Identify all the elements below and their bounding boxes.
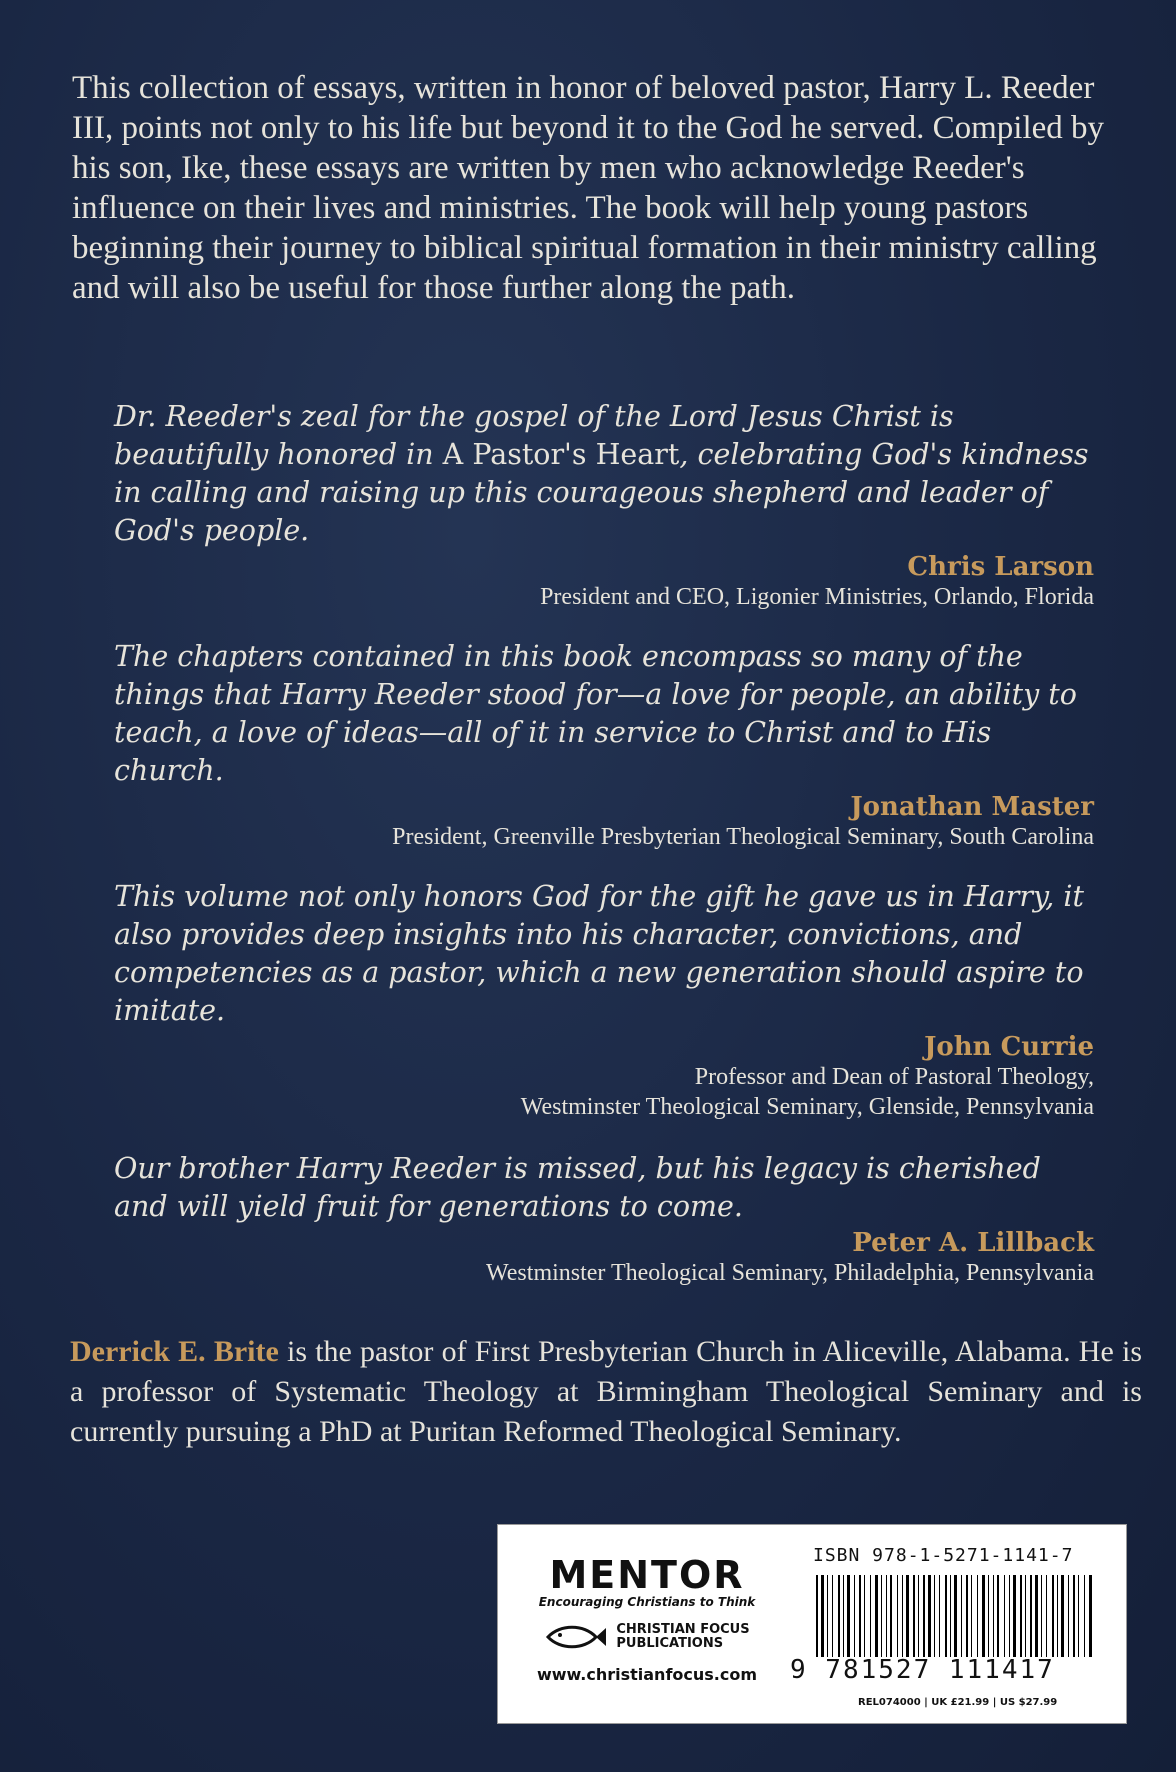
barcode-bar — [1009, 1575, 1010, 1657]
barcode-box — [497, 1524, 1127, 1724]
imprint-line: PUBLICATIONS — [616, 1636, 724, 1651]
author-bio-text: is the pastor of First Presbyterian Church in Aliceville, Alabama. He is a professor of Systematic Theology at Birmingham Theological Seminary and is currently pursuing a PhD at Puritan Reformed Theological Seminary. — [70, 1335, 1142, 1448]
barcode-bar — [838, 1575, 840, 1657]
barcode-bar — [1046, 1575, 1047, 1657]
barcode-icon — [816, 1575, 1094, 1657]
barcode-bar — [923, 1575, 925, 1657]
endorser-affiliation: Westminster Theological Seminary, Glenside, Pennsylvania — [520, 1094, 1094, 1120]
barcode-bar — [950, 1575, 951, 1657]
barcode-bar — [1052, 1575, 1054, 1657]
publisher-tagline: Encouraging Christians to Think — [538, 1595, 756, 1609]
endorser-name: Chris Larson — [907, 552, 1094, 582]
barcode-bar — [1004, 1575, 1005, 1657]
fish-icon — [544, 1624, 608, 1650]
book-title: A Pastor's Heart — [442, 438, 680, 471]
barcode-bar — [864, 1575, 865, 1657]
endorsement-text — [114, 398, 1094, 550]
barcode-bar — [977, 1575, 978, 1657]
endorser-name: John Currie — [924, 1032, 1094, 1062]
imprint-line: CHRISTIAN FOCUS — [616, 1622, 750, 1637]
isbn-label: ISBN 978-1-5271-1141-7 — [813, 1545, 1074, 1566]
endorsement-1 — [114, 398, 1094, 612]
barcode-bar — [1013, 1575, 1016, 1657]
barcode-bar — [843, 1575, 844, 1657]
barcode-bar — [997, 1575, 999, 1657]
barcode-bar — [913, 1575, 915, 1657]
barcode-bar — [954, 1575, 957, 1657]
barcode-bar — [1061, 1575, 1064, 1657]
barcode-bar — [1068, 1575, 1069, 1657]
barcode-bar — [982, 1575, 985, 1657]
barcode-bar — [1089, 1575, 1092, 1657]
endorsement-text: Our brother Harry Reeder is missed, but his legacy is cherished and will yield fruit for generations to come. — [114, 1152, 1041, 1223]
publisher-logo: MENTOR — [549, 1553, 745, 1597]
barcode-bar — [1041, 1575, 1042, 1657]
barcode-bar — [847, 1575, 850, 1657]
isbn-digits: 9 781527 111417 — [790, 1655, 1055, 1685]
endorsement-text-part: Dr. Reeder's zeal for the gospel of the Lord Jesus Christ is beautifully honored in — [114, 400, 954, 471]
barcode-bar — [961, 1575, 962, 1657]
barcode-bar — [1035, 1575, 1038, 1657]
barcode-bar — [934, 1575, 935, 1657]
barcode-bar — [816, 1575, 818, 1657]
endorser-affiliation: President and CEO, Ligonier Ministries, Orlando, Florida — [540, 584, 1094, 610]
barcode-bar — [1025, 1575, 1026, 1657]
author-bio — [70, 1332, 1142, 1452]
barcode-bar — [971, 1575, 972, 1657]
barcode-bar — [993, 1575, 994, 1657]
price-line: REL074000 | UK £21.99 | US $27.99 — [858, 1697, 1058, 1708]
endorser-affiliation: President, Greenville Presbyterian Theological Seminary, South Carolina — [392, 824, 1094, 850]
barcode-bar — [988, 1575, 989, 1657]
barcode-bar — [859, 1575, 861, 1657]
barcode-bar — [1030, 1575, 1032, 1657]
barcode-bar — [906, 1575, 909, 1657]
barcode-bar — [1020, 1575, 1022, 1657]
barcode-bar — [1084, 1575, 1085, 1657]
back-cover-blurb: This collection of essays, written in honor of beloved pastor, Harry L. Reeder III, points not only to his life but beyond it to the God he served. Compiled by his son, Ike, these essays are written by men who acknowledge Reeder's influence on their lives and ministries. The book will help young pastors beginning their journey to biblical spiritual formation in their ministry calling and will also be useful for those further along the path. — [72, 70, 1105, 306]
barcode-bar — [966, 1575, 968, 1657]
author-name: Derrick E. Brite — [70, 1335, 279, 1368]
endorser-name: Peter A. Lillback — [852, 1228, 1094, 1258]
endorsement-text: This volume not only honors God for the gift he gave us in Harry, it also provides deep insights into his character, convictions, and competencies as a pastor, which a new generation should aspire to imitate. — [114, 880, 1084, 1027]
publisher-url: www.christianfocus.com — [536, 1665, 758, 1684]
publisher-logo-area — [532, 1555, 762, 1684]
barcode-bar — [902, 1575, 903, 1657]
barcode-bar — [1073, 1575, 1075, 1657]
barcode-bar — [928, 1575, 931, 1657]
endorser-name: Jonathan Master — [850, 792, 1094, 822]
barcode-bar — [881, 1575, 882, 1657]
endorsement-text: The chapters contained in this book encompass so many of the things that Harry Reeder stood for—a love for people, an ability to teach, a love of ideas—all of it in service to Christ and to His church. — [114, 640, 1077, 787]
barcode-bar — [918, 1575, 919, 1657]
barcode-bar — [890, 1575, 892, 1657]
barcode-bar — [832, 1575, 833, 1657]
endorsement-3 — [114, 878, 1094, 1122]
barcode-bar — [1078, 1575, 1079, 1657]
imprint-name — [616, 1623, 749, 1651]
barcode-bar — [939, 1575, 940, 1657]
endorsement-text-part: , celebrating God's kindness in calling and raising up this courageous shepherd and leader of God's people. — [114, 438, 1089, 547]
barcode-bar — [875, 1575, 878, 1657]
endorser-affiliation: Westminster Theological Seminary, Philadelphia, Pennsylvania — [486, 1260, 1094, 1286]
endorser-affiliation: Professor and Dean of Pastoral Theology, — [694, 1064, 1094, 1090]
barcode-bar — [886, 1575, 887, 1657]
barcode-bar — [897, 1575, 898, 1657]
barcode-bar — [945, 1575, 947, 1657]
endorsement-4 — [114, 1150, 1094, 1288]
imprint-logo — [532, 1623, 762, 1651]
barcode-bar — [1057, 1575, 1058, 1657]
barcode-bar — [870, 1575, 871, 1657]
endorsement-2 — [114, 638, 1094, 852]
barcode-bar — [827, 1575, 828, 1657]
barcode-bar — [821, 1575, 824, 1657]
barcode-bar — [854, 1575, 855, 1657]
